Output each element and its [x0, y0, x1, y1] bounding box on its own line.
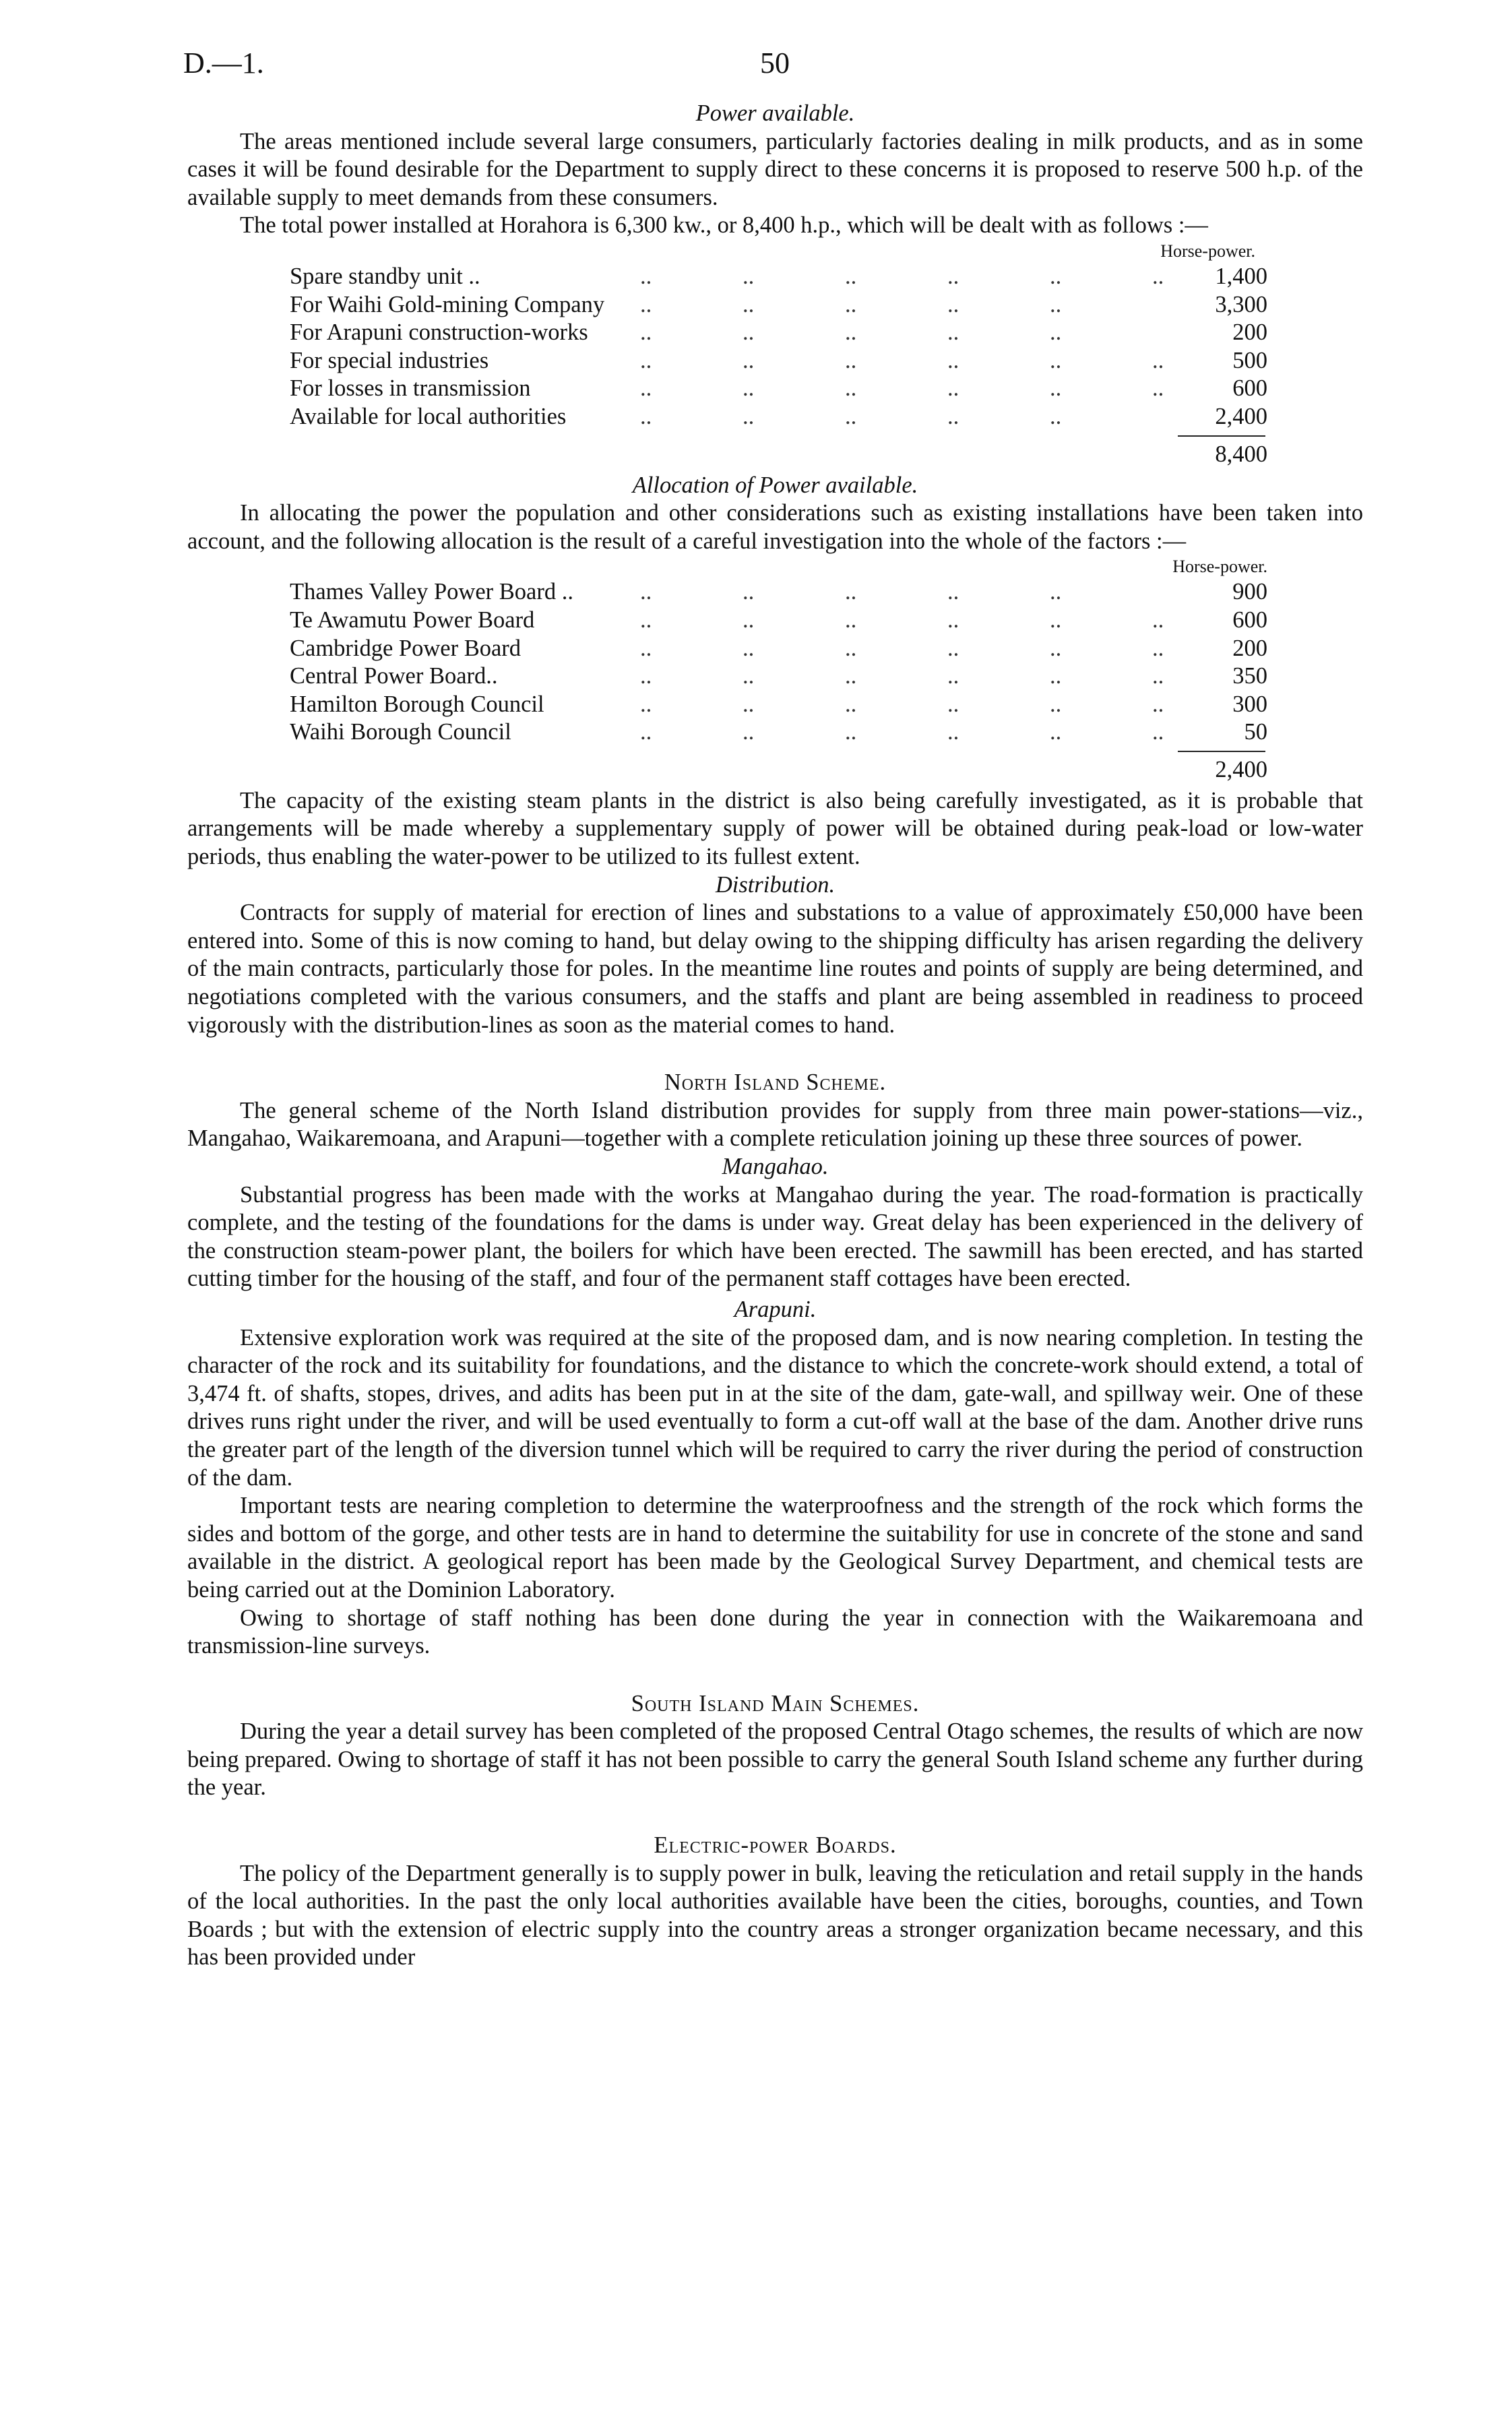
- heading-mangahao: Mangahao.: [722, 1154, 829, 1179]
- table-row: Thames Valley Power Board .. .. .. .. .. .. 900: [290, 578, 1267, 607]
- table-row: For Arapuni construction-works .. .. .. .. .. 200: [290, 319, 1267, 347]
- row-label: Spare standby unit ..: [290, 263, 480, 289]
- paragraph: The general scheme of the North Island distribution provides for supply from three main power-stations—viz., Mangahao, Waikaremoana, and Arapuni—together with a complete reticulation joining up these three sources of power.: [187, 1097, 1363, 1152]
- table-row: For special industries .. .. .. .. .. .. 500: [290, 347, 1267, 375]
- row-label: Te Awamutu Power Board: [290, 607, 535, 633]
- paragraph: In allocating the power the population and other considerations such as existing installations have been taken into account, and the following allocation is the result of a careful investigation into the whole of the factors :—: [187, 500, 1363, 554]
- row-value: 2,400: [1215, 403, 1267, 429]
- table-row: For losses in transmission .. .. .. .. .. .. 600: [290, 375, 1267, 403]
- row-value: 600: [1232, 375, 1267, 402]
- heading-north-island: North Island Scheme.: [664, 1069, 887, 1096]
- row-label: Central Power Board..: [290, 663, 498, 689]
- row-value: 200: [1232, 319, 1267, 346]
- table-row: Cambridge Power Board .. .. .. .. .. .. 200: [290, 635, 1267, 663]
- unit-label: Horse-power.: [1172, 557, 1267, 577]
- row-value: 500: [1232, 347, 1267, 373]
- table-row: For Waihi Gold-mining Company .. .. .. .. .. 3,300: [290, 291, 1267, 319]
- row-value: 3,300: [1215, 291, 1267, 317]
- table-row: Te Awamutu Power Board .. .. .. .. .. .. 600: [290, 607, 1267, 635]
- allocation-table: [290, 578, 1267, 747]
- paragraph: During the year a detail survey has been completed of the proposed Central Otago schemes, the results of which are now being prepared. Owing to shortage of staff it has not been possible to carry the general South Island scheme any further during the year.: [187, 1718, 1363, 1801]
- heading-distribution: Distribution.: [715, 871, 836, 898]
- heading-south-island: South Island Main Schemes.: [631, 1690, 920, 1716]
- row-value: 900: [1232, 579, 1267, 605]
- row-label: Waihi Borough Council: [290, 719, 511, 745]
- row-value: 1,400: [1215, 263, 1267, 289]
- paragraph: Contracts for supply of material for erection of lines and substations to a value of approximately £50,000 have been entered into. Some of this is now coming to hand, but delay owing to the shipping difficulty has arisen regarding the delivery of the main contracts, particularly those for poles. In the meantime line routes and points of supply are being determined, and negotiations completed with the various consumers, and the staffs and plant are being assembled in readiness to proceed vigorously with the distribution-lines as soon as the material comes to hand.: [187, 900, 1363, 1038]
- heading-arapuni: Arapuni.: [734, 1296, 817, 1322]
- row-label: For special industries: [290, 347, 489, 373]
- row-label: Cambridge Power Board: [290, 635, 522, 661]
- paragraph: Important tests are nearing completion to determine the waterproofness and the strength of the rock which forms the sides and bottom of the gorge, and other tests are in hand to determine the suitability for use in concrete of the stone and sand available in the district. A geological report has been made by the Geological Survey Department, and chemical tests are being carried out at the Dominion Laboratory.: [187, 1493, 1363, 1603]
- row-value: 350: [1232, 663, 1267, 689]
- paragraph: The total power installed at Horahora is 6,300 kw., or 8,400 h.p., which will be dealt with as follows :—: [240, 212, 1208, 239]
- table-row: Available for local authorities .. .. .. .. .. 2,400: [290, 403, 1267, 431]
- table-row: Waihi Borough Council .. .. .. .. .. .. 50: [290, 718, 1267, 747]
- row-value: 50: [1244, 719, 1267, 745]
- document-reference: D.—1.: [183, 46, 264, 80]
- paragraph: The areas mentioned include several large consumers, particularly factories dealing in milk products, and as in some cases it will be found desirable for the Department to supply direct to these concerns it is proposed to reserve 500 h.p. of the available supply to meet demands from these consumers.: [187, 128, 1363, 210]
- row-label: Available for local authorities: [290, 403, 567, 429]
- table-row: Spare standby unit .. .. .. .. .. .. .. 1,400: [290, 263, 1267, 291]
- heading-allocation: Allocation of Power available.: [632, 472, 918, 498]
- paragraph: Extensive exploration work was required at the site of the proposed dam, and is now nearing completion. In testing the character of the rock and its suitability for foundations, and the distance to which the concrete-work should extend, a total of 3,474 ft. of shafts, stopes, drives, and adits has been put in at the site of the dam, gate-wall, and spillway weir. One of these drives runs right under the river, and will be used eventually to form a cut-off wall at the base of the dam. Another drive runs the greater part of the length of the diversion tunnel which will be required to carry the river during the period of construction of the dam.: [187, 1324, 1363, 1491]
- paragraph: The policy of the Department generally is to supply power in bulk, leaving the reticulation and retail supply in the hands of the local authorities. In the past the only local authorities available have been the cities, boroughs, counties, and Town Boards ; but with the extension of electric supply into the country areas a stronger organization became necessary, and this has been provided under: [187, 1860, 1363, 1971]
- paragraph: Substantial progress has been made with the works at Mangahao during the year. The road-formation is practically complete, and the testing of the foundations for the dams is under way. Great delay has been experienced in the delivery of the construction steam-power plant, the boilers for which have been erected. The sawmill has been erected, and has started cutting timber for the housing of the staff, and four of the permanent staff cottages have been erected.: [187, 1181, 1363, 1292]
- table-row: Hamilton Borough Council .. .. .. .. .. .. 300: [290, 691, 1267, 719]
- row-label: Thames Valley Power Board ..: [290, 579, 573, 605]
- row-label: For Arapuni construction-works: [290, 319, 588, 346]
- heading-power-available: Power available.: [695, 100, 855, 126]
- row-label: For losses in transmission: [290, 375, 531, 402]
- unit-label: Horse-power.: [1160, 241, 1255, 261]
- table-total: 2,400: [1215, 756, 1267, 782]
- row-label: Hamilton Borough Council: [290, 691, 544, 717]
- table-total: 8,400: [1215, 441, 1267, 467]
- row-value: 600: [1232, 607, 1267, 633]
- page-number: 50: [760, 46, 790, 80]
- table-row: Central Power Board.. .. .. .. .. .. .. 350: [290, 662, 1267, 691]
- row-value: 200: [1232, 635, 1267, 661]
- paragraph: Owing to shortage of staff nothing has been done during the year in connection with the Waikaremoana and transmission-line surveys.: [187, 1605, 1363, 1659]
- row-label: For Waihi Gold-mining Company: [290, 291, 605, 317]
- paragraph: The capacity of the existing steam plants in the district is also being carefully investigated, as it is probable that arrangements will be made whereby a supplementary supply of power will be obtained during peak-load or low-water periods, thus enabling the water-power to be utilized to its fullest extent.: [187, 787, 1363, 870]
- heading-electric-power-boards: Electric-power Boards.: [654, 1832, 897, 1859]
- row-value: 300: [1232, 691, 1267, 717]
- power-table: [290, 263, 1267, 431]
- document-body: [187, 100, 1363, 1972]
